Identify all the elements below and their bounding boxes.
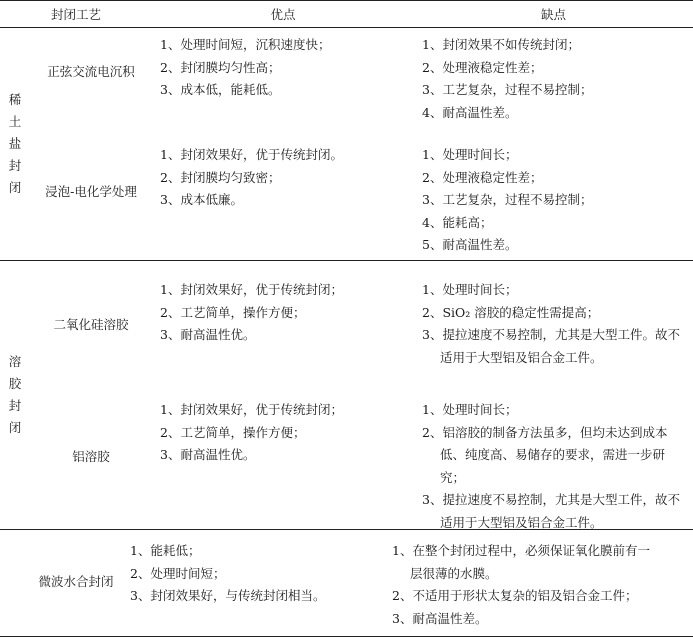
category-label — [8, 351, 22, 439]
pros-list — [122, 540, 384, 608]
list-item: 4、能耗高； — [422, 214, 493, 230]
header-cons: 缺点 — [414, 1, 693, 28]
process-row — [30, 385, 693, 529]
list-item: 2、工艺简单，操作方便； — [160, 304, 306, 320]
list-item: 4、耐高温性差。 — [422, 104, 518, 120]
list-item: 2、处理时间短； — [130, 565, 226, 581]
cons-cell — [384, 540, 663, 636]
category-cell — [0, 261, 30, 530]
cons-cell — [414, 34, 693, 126]
pros-cell — [152, 34, 414, 126]
header-pros: 优点 — [152, 1, 414, 28]
list-item: 1、能耗低； — [130, 543, 201, 558]
list-item: 1、处理时间短，沉积速度快； — [160, 37, 331, 52]
process-row — [30, 261, 693, 385]
process-name: 微波水合封闭 — [38, 574, 114, 589]
section-rare-earth — [0, 28, 693, 261]
list-item: 3、工艺复杂，过程不易控制； — [422, 192, 593, 207]
category-char: 土 — [8, 114, 22, 129]
list-item: 1、处理时间长； — [422, 282, 518, 297]
list-item: 2、铝溶胶的制备方法虽多，但均未达到成本低、纯度高、易储存的要求，需进一步研究； — [422, 424, 668, 485]
list-item: 2、处理液稳定性差； — [422, 169, 543, 185]
cons-list — [384, 540, 663, 630]
process-name: 铝溶胶 — [72, 449, 110, 464]
section-sol-gel — [0, 261, 693, 530]
section-microwave — [0, 530, 693, 637]
category-char: 溶 — [8, 354, 22, 369]
list-item: 1、封闭效果好，优于传统封闭。 — [160, 147, 343, 162]
pros-cell — [152, 144, 414, 260]
pros-cell — [152, 399, 414, 529]
list-item: 3、封闭效果好，与传统封闭相当。 — [130, 588, 326, 603]
category-char: 闭 — [8, 180, 22, 195]
table-header-row — [0, 1, 693, 28]
list-item: 3、耐高温性优。 — [160, 327, 256, 342]
list-item: 3、提拉速度不易控制，尤其是大型工件，故不适用于大型铝及铝合金工件。 — [422, 492, 680, 530]
process-row — [30, 28, 693, 126]
cons-list — [414, 144, 693, 257]
process-row — [30, 126, 693, 260]
section-body — [30, 530, 693, 637]
pros-list — [152, 34, 414, 102]
pros-cell — [122, 540, 384, 636]
cons-list — [414, 279, 693, 369]
list-item: 1、封闭效果不如传统封闭； — [422, 37, 580, 52]
process-name: 正弦交流电沉积 — [47, 64, 135, 79]
list-item: 1、在整个封闭过程中，必须保证氧化膜前有一层很薄的水膜。 — [392, 543, 650, 581]
process-name: 浸泡-电化学处理 — [45, 184, 137, 199]
pros-list — [152, 279, 414, 347]
category-char: 胶 — [8, 376, 22, 391]
category-char: 盐 — [8, 136, 22, 151]
cons-list — [414, 34, 693, 124]
cons-cell — [414, 144, 693, 260]
list-item: 2、封闭膜均匀性高； — [160, 59, 281, 75]
section-body — [30, 28, 693, 261]
pros-list — [152, 144, 414, 212]
list-item: 2、不适用于形状太复杂的铝及铝合金工件； — [392, 588, 638, 603]
list-item: 1、封闭效果好，优于传统封闭； — [160, 282, 343, 297]
list-item: 1、处理时间长； — [422, 402, 518, 417]
category-char: 封 — [8, 158, 22, 173]
section-body — [30, 261, 693, 530]
header-process: 封闭工艺 — [0, 1, 152, 28]
list-item: 3、成本低，能耗低。 — [160, 82, 281, 97]
process-row — [30, 530, 693, 636]
list-item: 1、处理时间长； — [422, 147, 518, 162]
list-item: 3、成本低廉。 — [160, 192, 243, 207]
list-item: 3、耐高温性优。 — [160, 447, 256, 462]
list-item: 3、耐高温性差。 — [392, 610, 488, 626]
category-char: 闭 — [8, 420, 22, 435]
category-cell — [0, 28, 30, 261]
list-item: 2、工艺简单，操作方便； — [160, 424, 306, 440]
list-item: 1、封闭效果好，优于传统封闭； — [160, 402, 343, 417]
list-item: 2、SiO₂ 溶胶的稳定性需提高； — [422, 304, 600, 320]
cons-cell — [414, 399, 693, 529]
list-item: 2、封闭膜均匀致密； — [160, 169, 281, 185]
category-char: 稀 — [8, 92, 22, 107]
list-item: 3、工艺复杂，过程不易控制； — [422, 82, 593, 97]
pros-list — [152, 399, 414, 467]
cons-list — [414, 399, 693, 534]
list-item: 5、耐高温性差。 — [422, 237, 518, 252]
category-char: 封 — [8, 398, 22, 413]
category-label — [8, 89, 22, 199]
cons-cell — [414, 279, 693, 385]
list-item: 2、处理液稳定性差； — [422, 59, 543, 75]
process-name: 二氧化硅溶胶 — [53, 317, 129, 332]
list-item: 3、提拉速度不易控制，尤其是大型工件。故不适用于大型铝及铝合金工件。 — [422, 327, 680, 365]
pros-cell — [152, 279, 414, 385]
